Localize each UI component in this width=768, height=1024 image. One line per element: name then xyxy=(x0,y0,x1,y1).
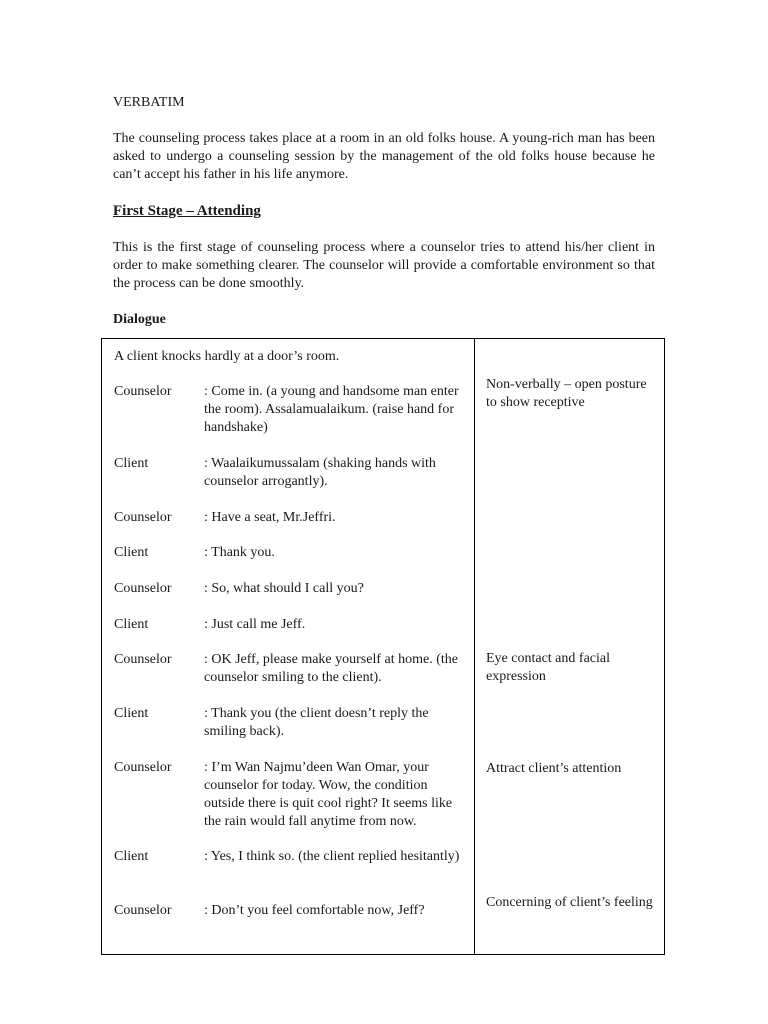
dialogue-line: : Yes, I think so. (the client replied hesitantly) xyxy=(204,849,460,864)
dialogue-title: Dialogue xyxy=(113,312,166,327)
speaker-label: Client xyxy=(114,617,149,632)
dialogue-line: : OK Jeff, please make yourself at home. (the counselor smiling to the client). xyxy=(204,652,458,685)
speaker-label: Client xyxy=(114,545,149,560)
document-heading: VERBATIM xyxy=(113,95,185,110)
skill-note: Eye contact and facial expression xyxy=(486,651,610,684)
column-divider xyxy=(474,339,475,954)
speaker-label: Counselor xyxy=(114,652,172,667)
dialogue-line: : Don’t you feel comfortable now, Jeff? xyxy=(204,903,425,918)
speaker-label: Counselor xyxy=(114,903,172,918)
dialogue-line: : So, what should I call you? xyxy=(204,581,364,596)
speaker-label: Client xyxy=(114,849,149,864)
skill-note: Non-verbally – open posture to show receptive xyxy=(486,377,647,410)
dialogue-table xyxy=(101,338,665,955)
skill-note: Concerning of client’s feeling xyxy=(486,895,653,910)
skill-note: Attract client’s attention xyxy=(486,761,622,776)
speaker-label: Client xyxy=(114,456,149,471)
intro-paragraph: The counseling process takes place at a room in an old folks house. A young-rich man has been asked to undergo a counseling session by the management of the old folks house because he can’t accept his father in his life anymore. xyxy=(113,131,655,182)
speaker-label: Counselor xyxy=(114,760,172,775)
dialogue-line: : Thank you (the client doesn’t reply the smiling back). xyxy=(204,706,429,739)
section-title: First Stage – Attending xyxy=(113,203,261,219)
speaker-label: Counselor xyxy=(114,581,172,596)
dialogue-line: : Come in. (a young and handsome man enter the room). Assalamualaikum. (raise hand for handshake) xyxy=(204,384,459,435)
dialogue-line: : Waalaikumussalam (shaking hands with counselor arrogantly). xyxy=(204,456,436,489)
dialogue-line: : Just call me Jeff. xyxy=(204,617,306,632)
dialogue-line: : Thank you. xyxy=(204,545,275,560)
dialogue-line: : Have a seat, Mr.Jeffri. xyxy=(204,510,336,525)
speaker-label: Client xyxy=(114,706,149,721)
speaker-label: Counselor xyxy=(114,384,172,399)
speaker-label: Counselor xyxy=(114,510,172,525)
dialogue-line: : I’m Wan Najmu’deen Wan Omar, your counselor for today. Wow, the condition outside there is quit cool right? It seems like the rain would fall anytime from now. xyxy=(204,760,453,829)
stage-description: This is the first stage of counseling process where a counselor tries to attend his/her client in order to make something clearer. The counselor will provide a comfortable environment so that the process can be done smoothly. xyxy=(113,240,655,291)
opening-line: A client knocks hardly at a door’s room. xyxy=(114,349,340,364)
